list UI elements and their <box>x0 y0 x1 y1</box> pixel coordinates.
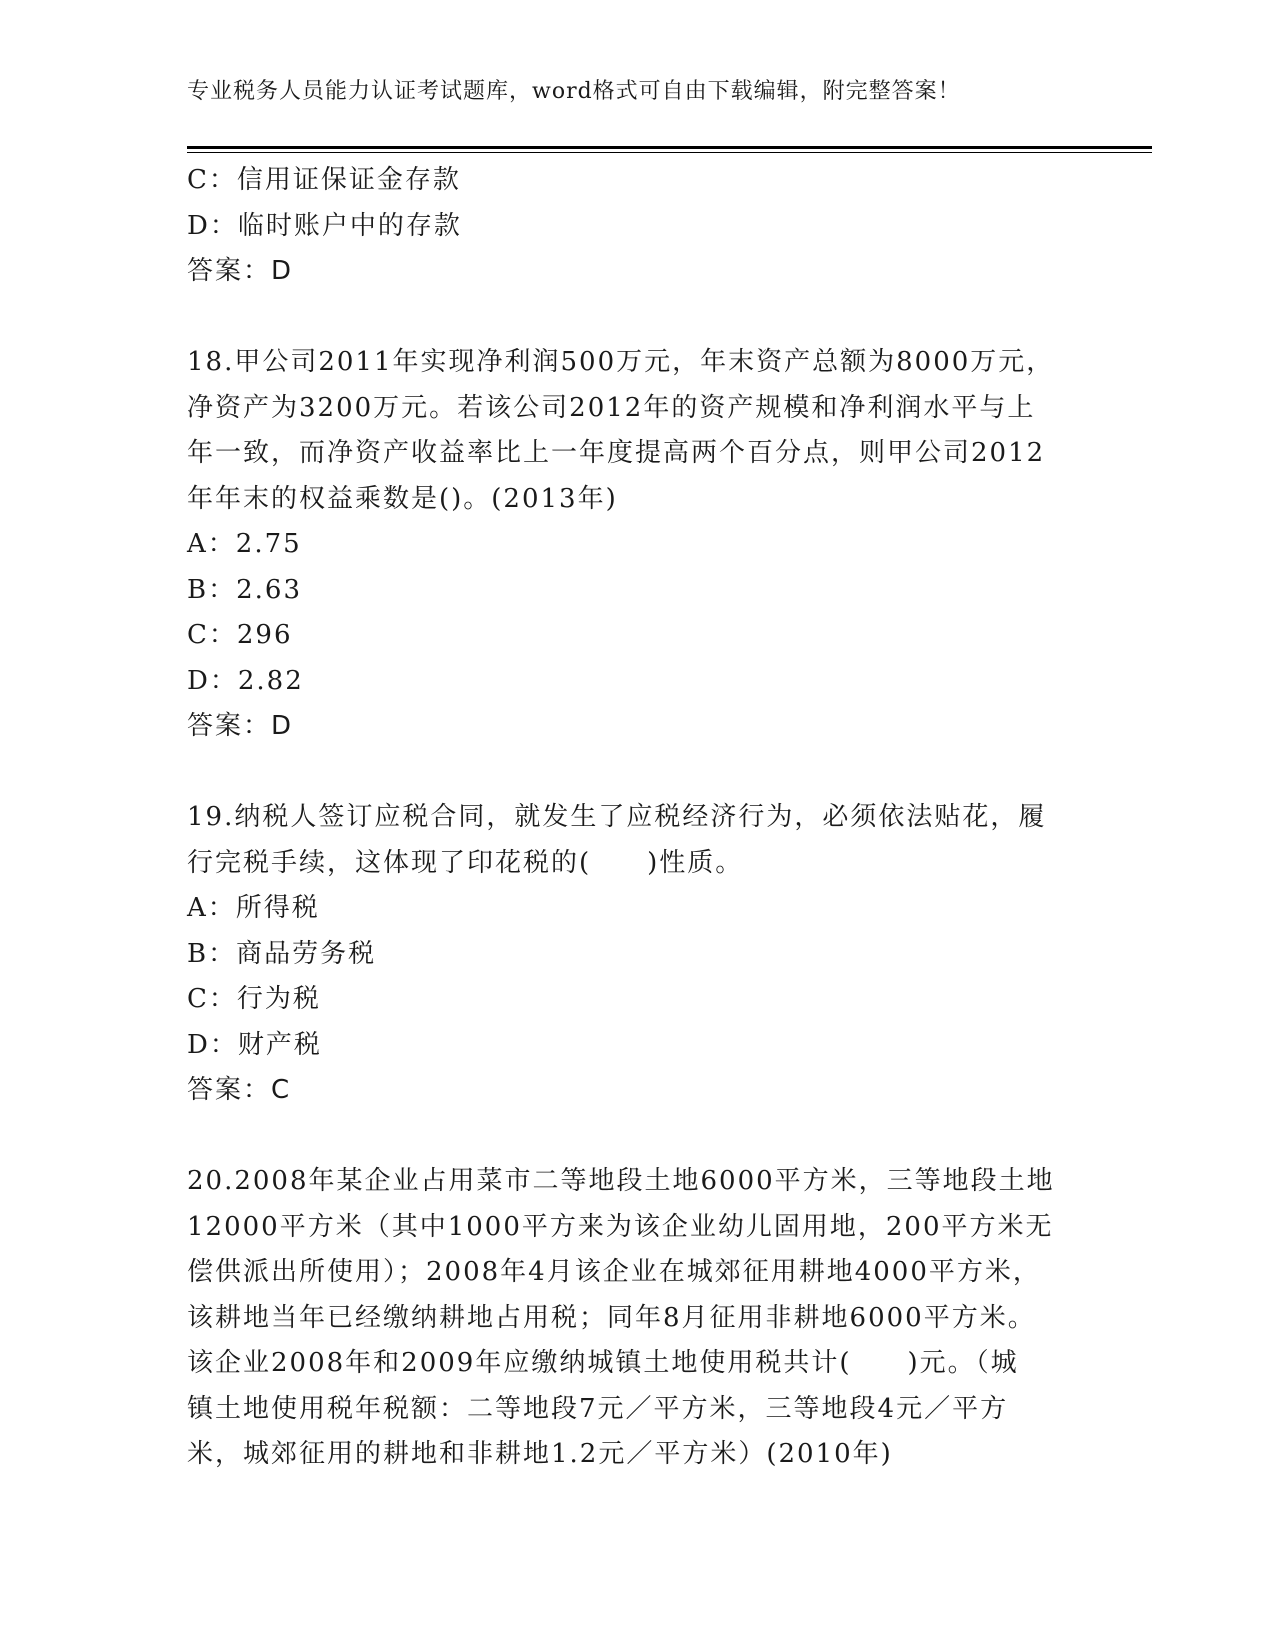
option-a: A：2.75 <box>187 529 302 559</box>
option-d: D：临时账户中的存款 <box>187 210 462 241</box>
question-text-line: 年年末的权益乘数是()。(2013年) <box>187 483 618 514</box>
option-a: A：所得税 <box>187 893 320 923</box>
question-text-line: 净资产为3200万元。若该公司2012年的资产规模和净利润水平与上 <box>187 392 1036 423</box>
header-rule-thin <box>187 152 1152 153</box>
option-d: D：2.82 <box>187 665 304 696</box>
document-body <box>187 158 1087 1478</box>
spacer <box>187 1114 1087 1160</box>
option-c: C：296 <box>187 620 293 650</box>
answer-line: 答案：D <box>187 711 294 741</box>
question-text-line: 行完税手续，这体现了印花税的( )性质。 <box>187 847 744 878</box>
question-text-line: 该耕地当年已经缴纳耕地占用税；同年8月征用非耕地6000平方米。 <box>187 1302 1036 1333</box>
answer-line: 答案：D <box>187 256 294 286</box>
answer-line: 答案：C <box>187 1075 292 1105</box>
question-text-line: 偿供派出所使用）；2008年4月该企业在城郊征用耕地4000平方米， <box>187 1257 1041 1287</box>
question-text-line: 18.甲公司2011年实现净利润500万元，年末资产总额为8000万元， <box>187 347 1055 377</box>
header-rule-thick <box>187 146 1152 149</box>
prev-question-block <box>187 158 1087 295</box>
question-19 <box>187 795 1087 1114</box>
option-d: D：财产税 <box>187 1029 322 1060</box>
page-header: 专业税务人员能力认证考试题库，word格式可自由下载编辑，附完整答案！ <box>187 79 961 104</box>
question-20 <box>187 1159 1087 1478</box>
question-text-line: 米，城郊征用的耕地和非耕地1.2元／平方米）(2010年) <box>187 1439 893 1469</box>
question-text-line: 该企业2008年和2009年应缴纳城镇土地使用税共计( )元。（城 <box>187 1348 1019 1378</box>
question-text-line: 12000平方米（其中1000平方来为该企业幼儿固用地，200平方米无 <box>187 1211 1054 1242</box>
spacer <box>187 295 1087 341</box>
option-c: C：信用证保证金存款 <box>187 165 461 195</box>
option-c: C：行为税 <box>187 984 321 1014</box>
spacer <box>187 750 1087 796</box>
option-b: B：商品劳务税 <box>187 938 377 969</box>
question-text-line: 19.纳税人签订应税合同，就发生了应税经济行为，必须依法贴花，履 <box>187 802 1047 832</box>
question-text-line: 20.2008年某企业占用菜市二等地段土地6000平方米，三等地段土地 <box>187 1166 1055 1196</box>
question-text-line: 年一致，而净资产收益率比上一年度提高两个百分点，则甲公司2012 <box>187 438 1046 468</box>
option-b: B：2.63 <box>187 574 302 605</box>
question-18 <box>187 340 1087 750</box>
question-text-line: 镇土地使用税年税额：二等地段7元／平方米，三等地段4元／平方 <box>187 1393 1009 1424</box>
